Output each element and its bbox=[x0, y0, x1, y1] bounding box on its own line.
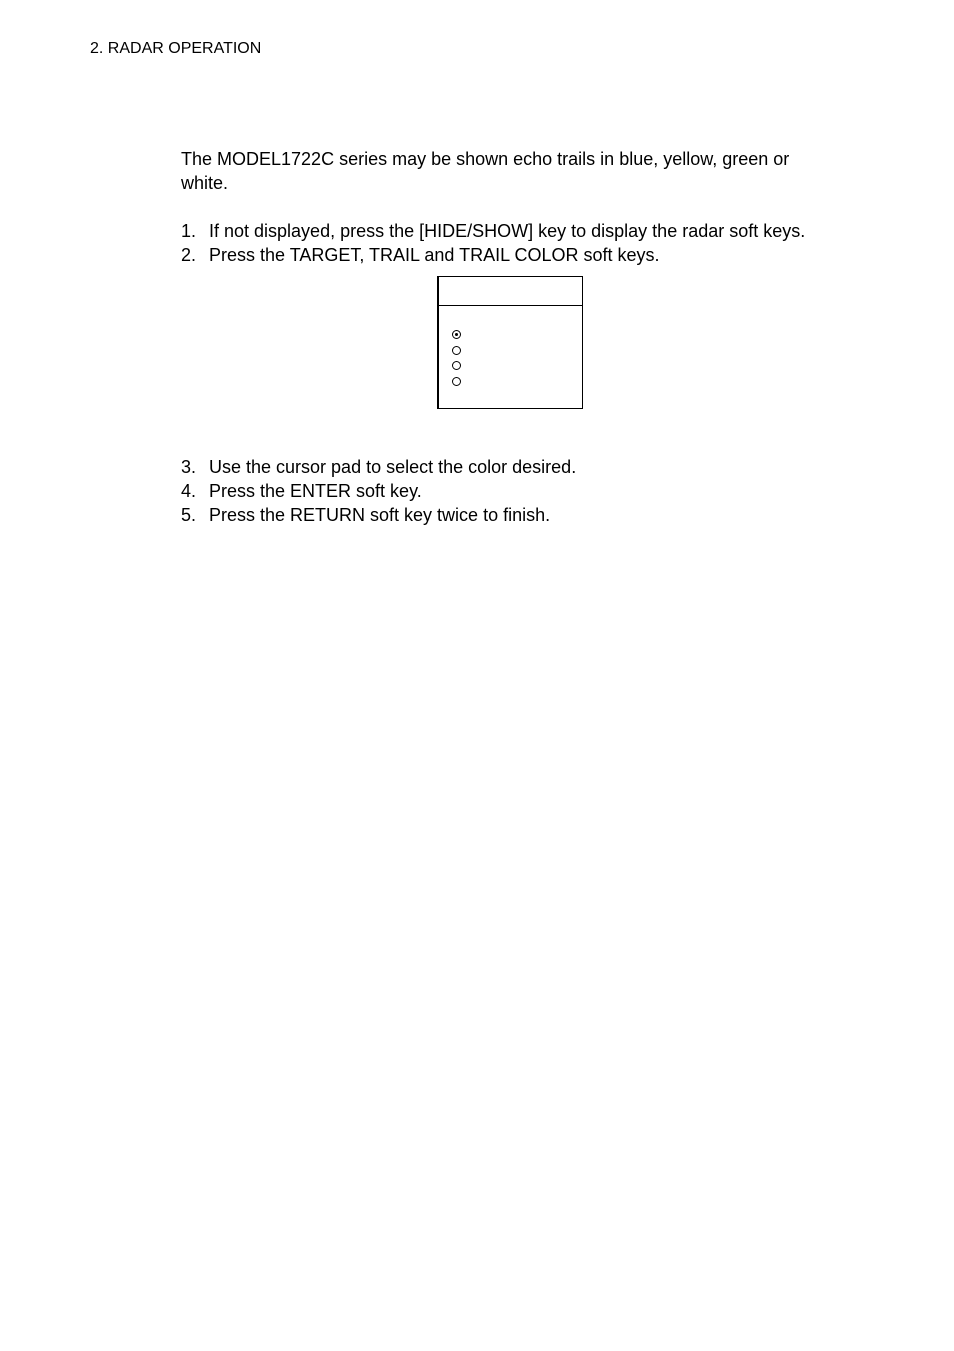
step-text: Use the cursor pad to select the color desired. bbox=[209, 457, 577, 477]
intro-paragraph: The MODEL1722C series may be shown echo trails in blue, yellow, green or white. bbox=[181, 149, 790, 193]
menu-title-bar bbox=[438, 277, 582, 306]
page-header: 2. RADAR OPERATION bbox=[90, 40, 262, 57]
step-text: Press the ENTER soft key. bbox=[209, 481, 422, 501]
step-item bbox=[181, 219, 881, 243]
step-item bbox=[181, 479, 881, 503]
step-item bbox=[181, 243, 881, 267]
step-number: 5. bbox=[181, 505, 197, 525]
step-text: Press the TARGET, TRAIL and TRAIL COLOR soft keys. bbox=[209, 245, 660, 265]
color-option-radio-4[interactable] bbox=[452, 377, 461, 386]
step-text: If not displayed, press the [HIDE/SHOW] key to display the radar soft keys. bbox=[209, 221, 806, 241]
steps-list-1 bbox=[181, 219, 881, 267]
step-item bbox=[181, 503, 881, 527]
color-option-radio-3[interactable] bbox=[452, 361, 461, 370]
color-option-radio-2[interactable] bbox=[452, 346, 461, 355]
step-number: 3. bbox=[181, 457, 197, 477]
trail-color-menu-figure bbox=[437, 276, 583, 409]
step-item bbox=[181, 455, 881, 479]
step-text: Press the RETURN soft key twice to finish. bbox=[209, 505, 551, 525]
color-option-radio-1[interactable] bbox=[452, 330, 461, 339]
step-number: 2. bbox=[181, 245, 197, 265]
steps-list-2 bbox=[181, 455, 881, 527]
step-number: 1. bbox=[181, 221, 197, 241]
step-number: 4. bbox=[181, 481, 197, 501]
